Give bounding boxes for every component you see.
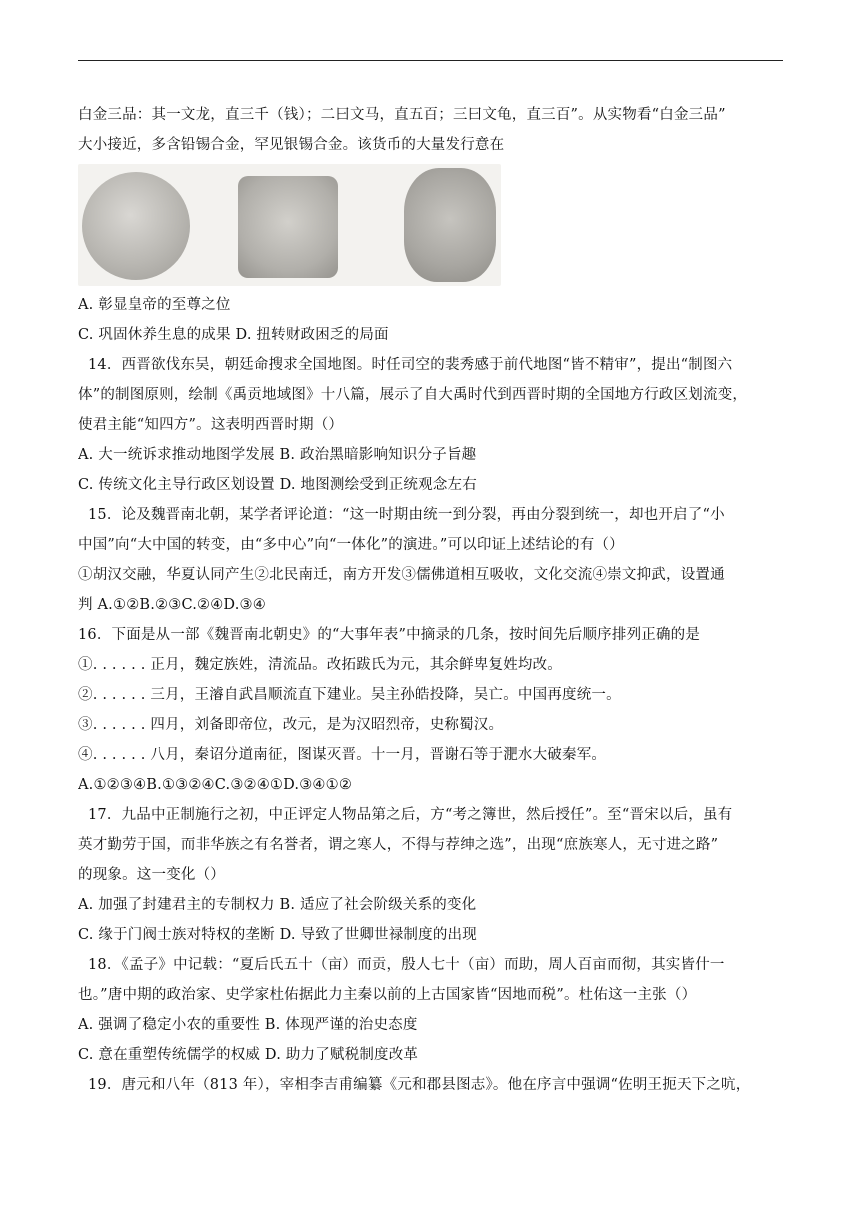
option-line: C. 缘于门阀士族对特权的垄断 D. 导致了世卿世禄制度的出现 [78,927,477,943]
question-14: 14．西晋欲伐东吴，朝廷命搜求全国地图。时任司空的裴秀感于前代地图“皆不精审”，提出“制图六 [88,357,733,373]
dragon-coin-image [82,172,190,280]
option-line: A. 大一统诉求推动地图学发展 B. 政治黑暗影响知识分子旨趣 [78,447,477,463]
text-line: 白金三品：其一文龙，直三千（钱）；二曰文马，直五百；三曰文龟，直三百”。从实物看“白金三品” [78,107,726,123]
text-line: 也。”唐中期的政治家、史学家杜佑据此力主秦以前的上古国家皆“因地而税”。杜佑这一主张（） [78,987,697,1003]
question-19: 19．唐元和八年（813 年），宰相李吉甫编纂《元和郡县图志》。他在序言中强调“佐明王扼天下之吭， [88,1077,751,1093]
text-line: 大小接近，多含铅锡合金，罕见银锡合金。该货币的大量发行意在 [78,137,505,153]
option-line: A. 加强了封建君主的专制权力 B. 适应了社会阶级关系的变化 [78,897,477,913]
option-line: 判 A.①②B.②③C.②④D.③④ [78,597,266,613]
text-line: 中国”向“大中国的转变，由“多中心”向“一体化”的演进。”可以印证上述结论的有（） [78,537,624,553]
event-line: ②. . . . . . 三月，王濬自武昌顺流直下建业。吴主孙皓投降，吴亡。中国再度统一。 [78,687,621,703]
text-line: ①胡汉交融，华夏认同产生②北民南迁，南方开发③儒佛道相互吸收，文化交流④崇文抑武，设置通 [78,567,725,583]
text-line: 的现象。这一变化（） [78,867,225,883]
option-line: C. 意在重塑传统儒学的权威 D. 助力了赋税制度改革 [78,1047,419,1063]
question-16: 16．下面是从一部《魏晋南北朝史》的“大事年表”中摘录的几条，按时间先后顺序排列正确的是 [78,627,701,643]
event-line: ③. . . . . . 四月，刘备即帝位，改元，是为汉昭烈帝，史称蜀汉。 [78,717,504,733]
document-body [78,100,783,1100]
event-line: ④. . . . . . 八月，秦诏分道南征，图谋灭晋。十一月，晋谢石等于淝水大破秦军。 [78,747,607,763]
question-17: 17．九品中正制施行之初，中正评定人物品第之后，方“考之簿世，然后授任”。至“晋宋以后，虽有 [88,807,733,823]
turtle-coin-image [404,168,496,282]
coins-photo [78,164,501,286]
header-rule [78,60,783,61]
horse-coin-image [238,176,338,278]
event-line: ①. . . . . . 正月，魏定族姓，清流品。改拓跋氏为元，其余鲜卑复姓均改。 [78,657,563,673]
option-line: A.①②③④B.①③②④C.③②④①D.③④①② [78,777,353,793]
text-line: 英才勤劳于国，而非华族之有名誉者，谓之寒人，不得与荐绅之选”，出现“庶族寒人，无寸进之路” [78,837,719,853]
option-line: A. 彰显皇帝的至尊之位 [78,297,231,313]
option-line: A. 强调了稳定小农的重要性 B. 体现严谨的治史态度 [78,1017,418,1033]
option-line: C. 传统文化主导行政区划设置 D. 地图测绘受到正统观念左右 [78,477,477,493]
option-line: C. 巩固休养生息的成果 D. 扭转财政困乏的局面 [78,327,389,343]
question-15: 15．论及魏晋南北朝，某学者评论道：“这一时期由统一到分裂，再由分裂到统一，却也开启了“小 [88,507,725,523]
question-18: 18．《孟子》中记载：“夏后氏五十（亩）而贡，殷人七十（亩）而助，周人百亩而彻，其实皆什一 [88,957,725,973]
text-line: 使君主能“知四方”。这表明西晋时期（） [78,417,344,433]
text-line: 体”的制图原则，绘制《禹贡地域图》十八篇，展示了自大禹时代到西晋时期的全国地方行政区划流变， [78,387,748,403]
